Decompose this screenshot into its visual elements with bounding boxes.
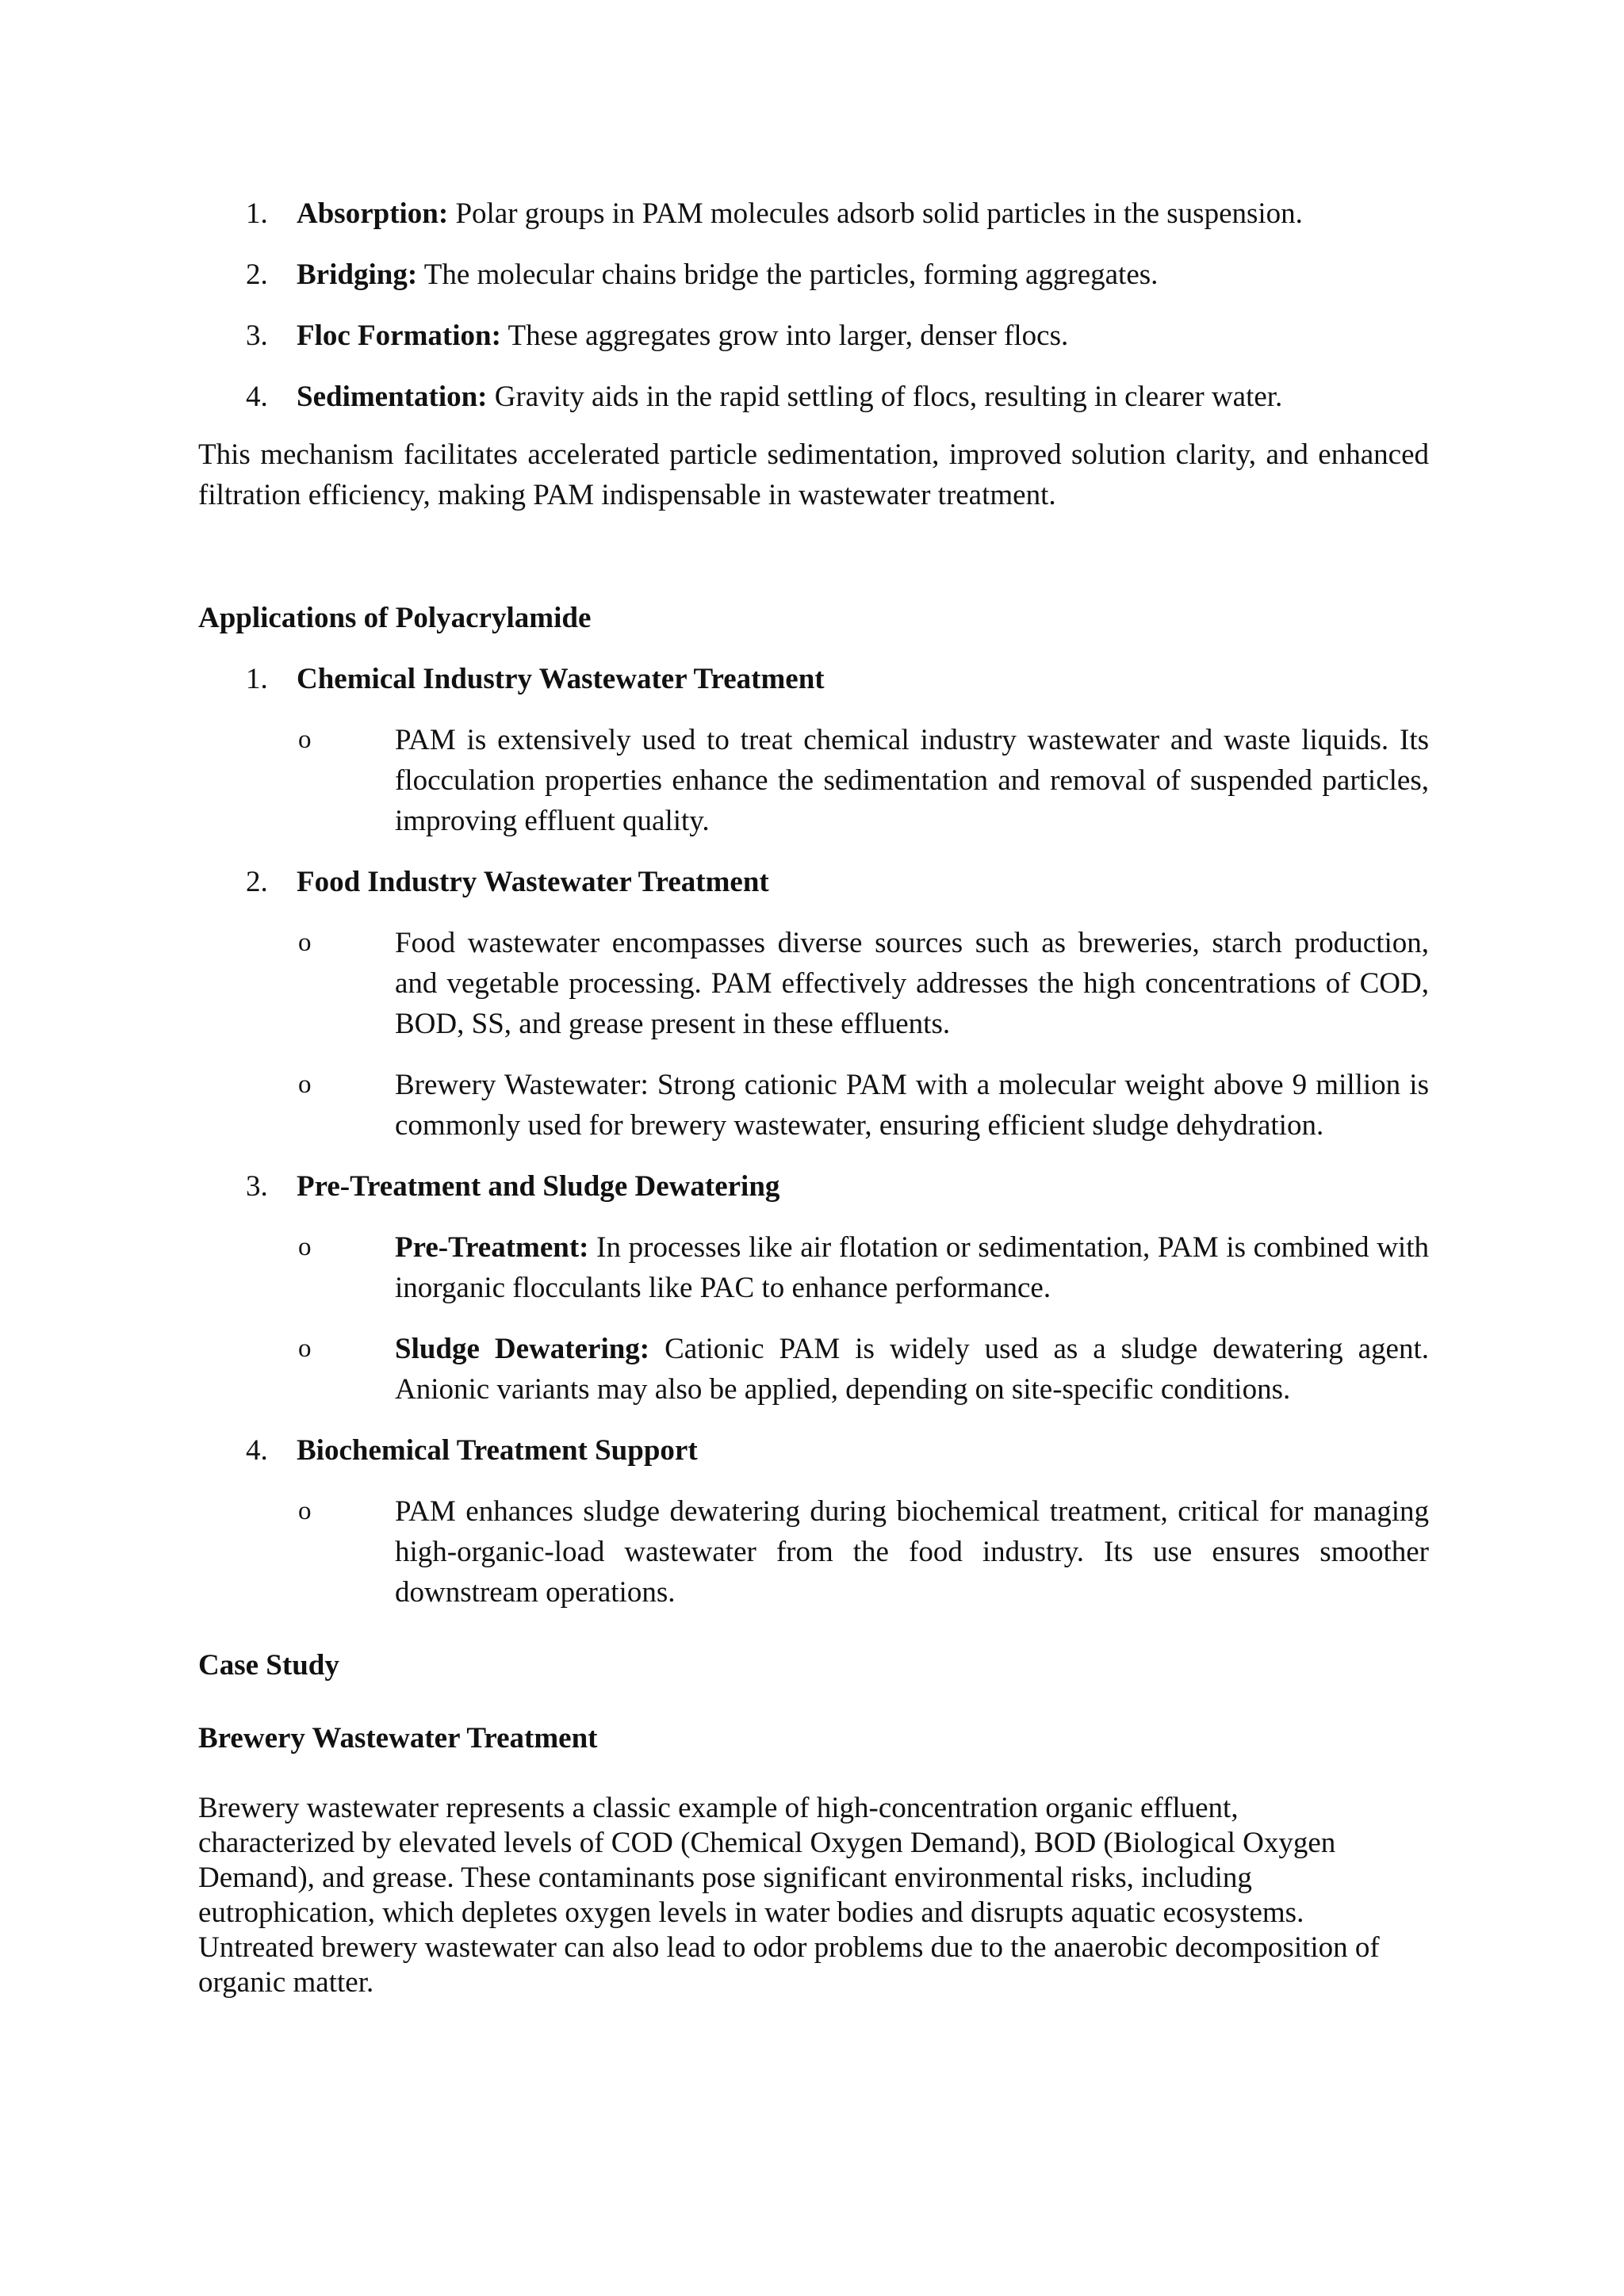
application-number: 3. <box>246 1170 268 1203</box>
application-number: 4. <box>246 1434 268 1467</box>
step-number: 2. <box>246 258 268 291</box>
bullet-term: Pre-Treatment: <box>395 1231 589 1264</box>
application-title: Food Industry Wastewater Treatment <box>297 866 769 898</box>
case-study-line: organic matter. <box>198 1966 374 1999</box>
case-study-heading: Case Study <box>198 1649 339 1682</box>
step-term: Bridging: <box>297 258 418 291</box>
bullet-text: In processes like air flotation or sedimentation, PAM is combined with inorganic flocculants like PAC to enhance performance. <box>395 1231 1429 1304</box>
applications-heading: Applications of Polyacrylamide <box>198 602 592 634</box>
application-bullet: o PAM enhances sludge dewatering during biochemical treatment, critical for managing high-organic-load wastewater from the food industry. Its use ensures smoother downstream operations. <box>298 1495 1429 1609</box>
case-study-paragraph <box>198 1791 1429 2000</box>
application-item <box>198 1166 1429 1410</box>
case-study-subheading: Brewery Wastewater Treatment <box>198 1722 598 1755</box>
step-term: Absorption: <box>297 197 449 230</box>
step-number: 1. <box>246 197 268 230</box>
applications-list <box>198 659 1429 1613</box>
application-bullet: o Food wastewater encompasses diverse sources such as breweries, starch production, and vegetable processing. PAM effectively addresses the high concentrations of COD, BOD, SS, and grease present in these effluents. <box>298 927 1429 1040</box>
application-bullet: o PAM is extensively used to treat chemical industry wastewater and waste liquids. Its flocculation properties enhance the sedimentation and removal of suspended particles, improving effluent quality. <box>298 724 1429 837</box>
step-text: Gravity aids in the rapid settling of flocs, resulting in clearer water. <box>487 381 1283 413</box>
application-title: Biochemical Treatment Support <box>297 1434 698 1467</box>
application-item <box>198 1430 1429 1613</box>
application-item <box>198 659 1429 841</box>
bullet-text: Cationic PAM is widely used as a sludge dewatering agent. Anionic variants may also be applied, depending on site-specific conditions. <box>395 1333 1429 1406</box>
case-study-line: characterized by elevated levels of COD (Chemical Oxygen Demand), BOD (Biological Oxygen <box>198 1827 1336 1859</box>
step-term: Sedimentation: <box>297 381 488 413</box>
step-text: The molecular chains bridge the particles, forming aggregates. <box>417 258 1159 291</box>
mechanism-step <box>198 193 1429 234</box>
mechanism-step <box>198 377 1429 417</box>
application-bullet: o Pre-Treatment: In processes like air flotation or sedimentation, PAM is combined with inorganic flocculants like PAC to enhance performance. <box>298 1231 1429 1304</box>
bullet-text: PAM enhances sludge dewatering during biochemical treatment, critical for managing high-organic-load wastewater from the food industry. Its use ensures smoother downstream operations. <box>395 1495 1429 1609</box>
step-text: Polar groups in PAM molecules adsorb solid particles in the suspension. <box>448 197 1303 230</box>
bullet-text: Food wastewater encompasses diverse sources such as breweries, starch production, and vegetable processing. PAM effectively addresses the high concentrations of COD, BOD, SS, and grease present in these effluents. <box>395 927 1429 1040</box>
application-bullets <box>297 923 1429 1146</box>
step-term: Floc Formation: <box>297 320 501 352</box>
mechanism-step <box>198 316 1429 356</box>
application-bullet: o Sludge Dewatering: Cationic PAM is widely used as a sludge dewatering agent. Anionic variants may also be applied, depending on site-specific conditions. <box>298 1333 1429 1406</box>
application-item <box>198 862 1429 1146</box>
mechanism-steps-list <box>198 193 1429 417</box>
application-bullets <box>297 1227 1429 1410</box>
step-text: These aggregates grow into larger, denser flocs. <box>500 320 1069 352</box>
mechanism-step <box>198 254 1429 295</box>
application-number: 2. <box>246 866 268 898</box>
application-title: Pre-Treatment and Sludge Dewatering <box>297 1170 780 1203</box>
case-study-line: Brewery wastewater represents a classic example of high-concentration organic effluent, <box>198 1792 1239 1824</box>
document-body <box>198 193 1429 2000</box>
step-number: 3. <box>246 320 268 352</box>
bullet-term: Sludge Dewatering: <box>395 1333 650 1365</box>
bullet-text: Brewery Wastewater: Strong cationic PAM with a molecular weight above 9 million is commonly used for brewery wastewater, ensuring efficient sludge dehydration. <box>395 1069 1429 1142</box>
application-number: 1. <box>246 663 268 695</box>
case-study-line: Untreated brewery wastewater can also lead to odor problems due to the anaerobic decomposition of <box>198 1931 1380 1964</box>
application-bullet: o Brewery Wastewater: Strong cationic PAM with a molecular weight above 9 million is commonly used for brewery wastewater, ensuring efficient sludge dehydration. <box>298 1069 1429 1142</box>
mechanism-summary: This mechanism facilitates accelerated particle sedimentation, improved solution clarity, and enhanced filtration efficiency, making PAM indispensable in wastewater treatment. <box>198 438 1429 511</box>
application-title: Chemical Industry Wastewater Treatment <box>297 663 825 695</box>
bullet-text: PAM is extensively used to treat chemical industry wastewater and waste liquids. Its flocculation properties enhance the sedimentation and removal of suspended particles, improving effluent quality. <box>395 724 1429 837</box>
case-study-line: Demand), and grease. These contaminants pose significant environmental risks, including <box>198 1862 1252 1894</box>
application-bullets <box>297 720 1429 841</box>
case-study-line: eutrophication, which depletes oxygen levels in water bodies and disrupts aquatic ecosystems. <box>198 1896 1304 1929</box>
application-bullets <box>297 1491 1429 1613</box>
step-number: 4. <box>246 381 268 413</box>
